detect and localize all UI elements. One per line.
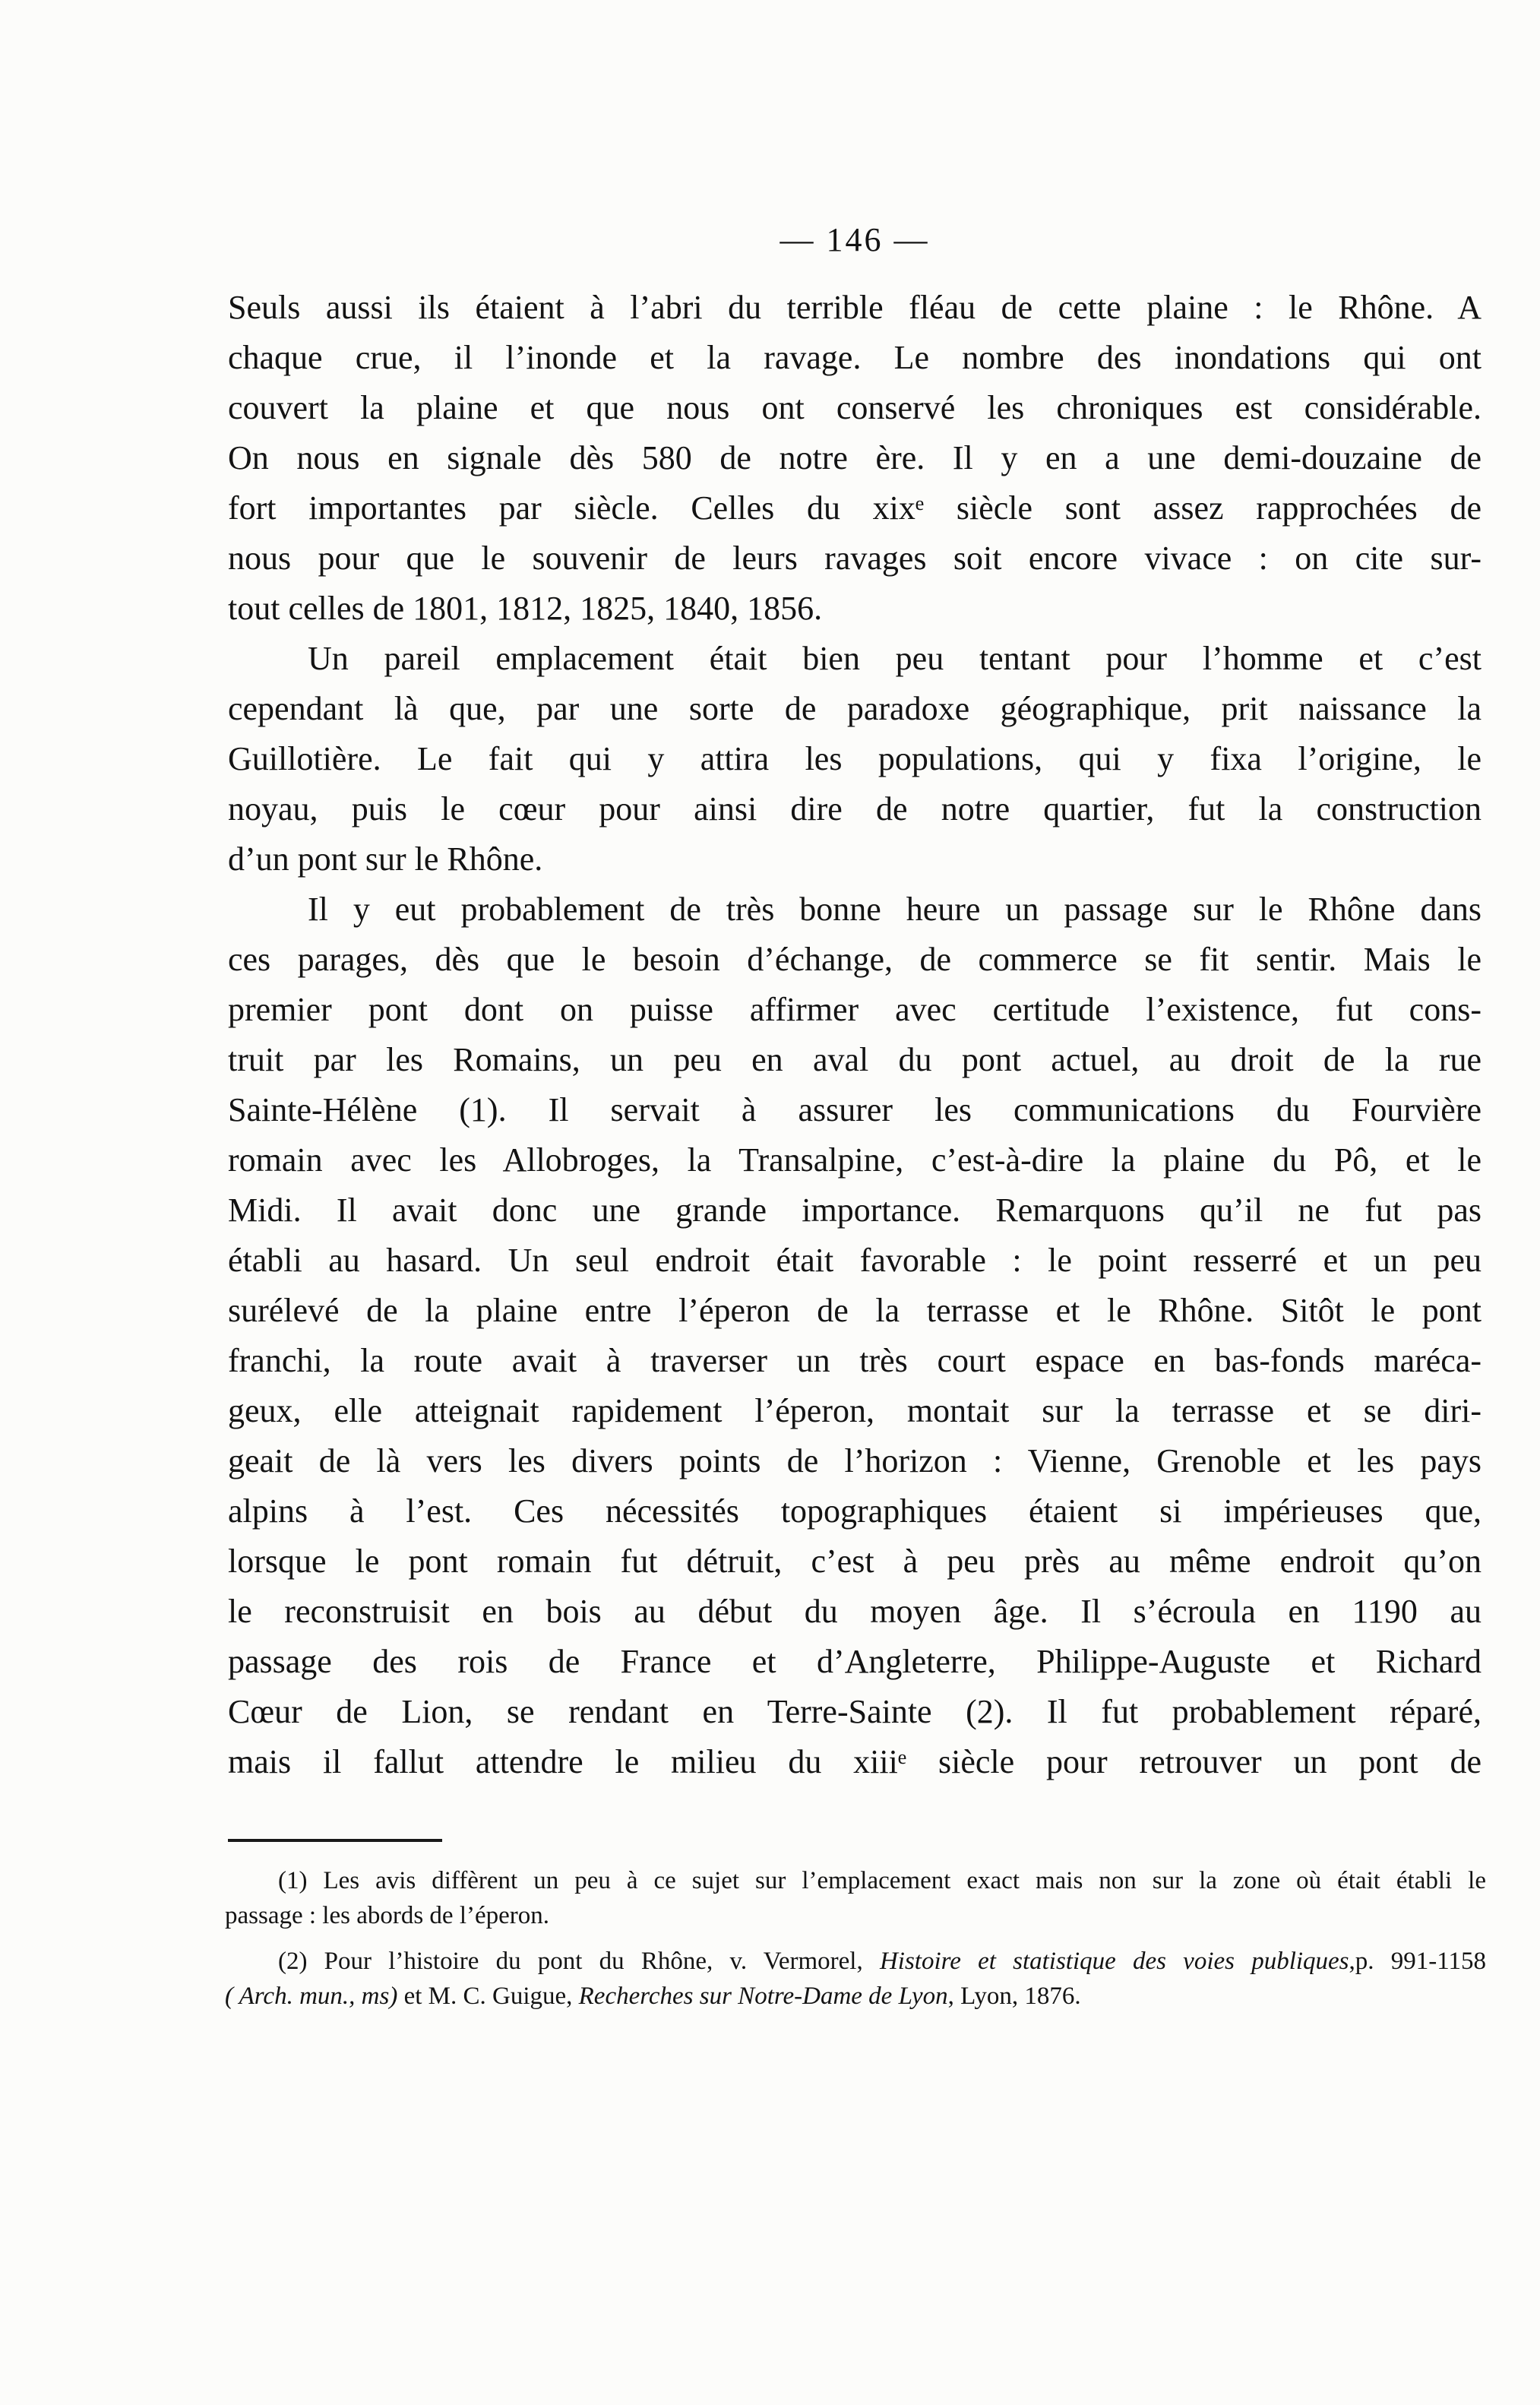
text-line: alpins à l’est. Ces nécessités topographiques étaient si impérieuses que, [228,1492,1481,1530]
text-line: geux, elle atteignait rapidement l’éperon, montait sur la terrasse et se diri- [228,1392,1481,1429]
paragraph [228,283,1481,634]
text-line: Sainte-Hélène (1). Il servait à assurer les communications du Fourvière [228,1091,1481,1128]
text-line: nous pour que le souvenir de leurs ravages soit encore vivace : on cite sur- [228,540,1481,577]
page-number: — 146 — [779,221,930,258]
text-line: Il y eut probablement de très bonne heure un passage sur le Rhône dans [308,891,1481,928]
footnotes-section [225,1863,1486,2024]
text-line: truit par les Romains, un peu en aval du pont actuel, au droit de la rue [228,1041,1481,1078]
text-line: chaque crue, il l’inonde et la ravage. Le nombre des inondations qui ont [228,339,1481,376]
paragraph [228,884,1481,1787]
footnote-text: passage : les abords de l’éperon. [225,1902,550,1929]
footnote-italic-text: Histoire et statistique des voies publiques [879,1948,1349,1975]
text-line: noyau, puis le cœur pour ainsi dire de notre quartier, fut la construction [228,790,1481,828]
text-line: Seuls aussi ils étaient à l’abri du terrible fléau de cette plaine : le Rhône. A [228,289,1481,326]
footnote-line [225,1898,1486,1933]
footnote-text: (2) Pour l’histoire du pont du Rhône, v. Vermorel, [278,1948,880,1975]
text-line: le reconstruisit en bois au début du moyen âge. Il s’écroula en 1190 au [228,1593,1481,1630]
text-line: premier pont dont on puisse affirmer avec certitude l’existence, fut cons- [228,991,1481,1028]
footnote-italic-text: Recherches sur Notre-Dame de Lyon [578,1983,948,2010]
text-line: On nous en signale dès 580 de notre ère. Il y en a une demi-douzaine de [228,439,1481,476]
text-line: franchi, la route avait à traverser un très court espace en bas-fonds maréca- [228,1342,1481,1379]
text-line: cependant là que, par une sorte de paradoxe géographique, prit naissance la [228,690,1481,727]
text-line: Guillotière. Le fait qui y attira les populations, qui y fixa l’origine, le [228,740,1481,777]
footnote-text: (1) Les avis diffèrent un peu à ce sujet sur l’emplacement exact mais non sur la zone où était établi le [278,1867,1486,1894]
footnote-line [225,1944,1486,1979]
footnote-line [225,1979,1486,2014]
text-line: tout celles de 1801, 1812, 1825, 1840, 1856. [228,590,823,627]
footnote [225,1944,1486,2014]
footnote-text: et M. C. Guigue, [397,1983,579,2010]
footnote-separator-rule [228,1839,442,1842]
footnote-text: , Lyon, 1876. [947,1983,1081,2010]
footnote-line [225,1863,1486,1898]
body-text [228,283,1481,1787]
text-line: Midi. Il avait donc une grande importance. Remarquons qu’il ne fut pas [228,1191,1481,1229]
paragraph [228,634,1481,884]
text-line: passage des rois de France et d’Angleterre, Philippe-Auguste et Richard [228,1643,1481,1680]
text-line: Cœur de Lion, se rendant en Terre-Sainte (2). Il fut probablement réparé, [228,1693,1481,1730]
text-line: d’un pont sur le Rhône. [228,840,543,878]
text-line: geait de là vers les divers points de l’horizon : Vienne, Grenoble et les pays [228,1442,1481,1479]
footnote-text: ,p. 991-1158 [1349,1948,1487,1975]
text-line: Un pareil emplacement était bien peu tentant pour l’homme et c’est [308,640,1481,677]
text-line: couvert la plaine et que nous ont conservé les chroniques est considérable. [228,389,1481,426]
text-line: romain avec les Allobroges, la Transalpine, c’est-à-dire la plaine du Pô, et le [228,1141,1481,1179]
footnote [225,1863,1486,1933]
text-line: lorsque le pont romain fut détruit, c’est à peu près au même endroit qu’on [228,1543,1481,1580]
footnote-italic-text: ( Arch. mun., ms) [225,1983,398,2010]
text-line: mais il fallut attendre le milieu du xiiiᵉ siècle pour retrouver un pont de [228,1743,1481,1780]
text-line: fort importantes par siècle. Celles du xixᵉ siècle sont assez rapprochées de [228,489,1481,527]
text-line: surélevé de la plaine entre l’éperon de la terrasse et le Rhône. Sitôt le pont [228,1292,1481,1329]
text-line: établi au hasard. Un seul endroit était favorable : le point resserré et un peu [228,1242,1481,1279]
text-line: ces parages, dès que le besoin d’échange, de commerce se fit sentir. Mais le [228,941,1481,978]
